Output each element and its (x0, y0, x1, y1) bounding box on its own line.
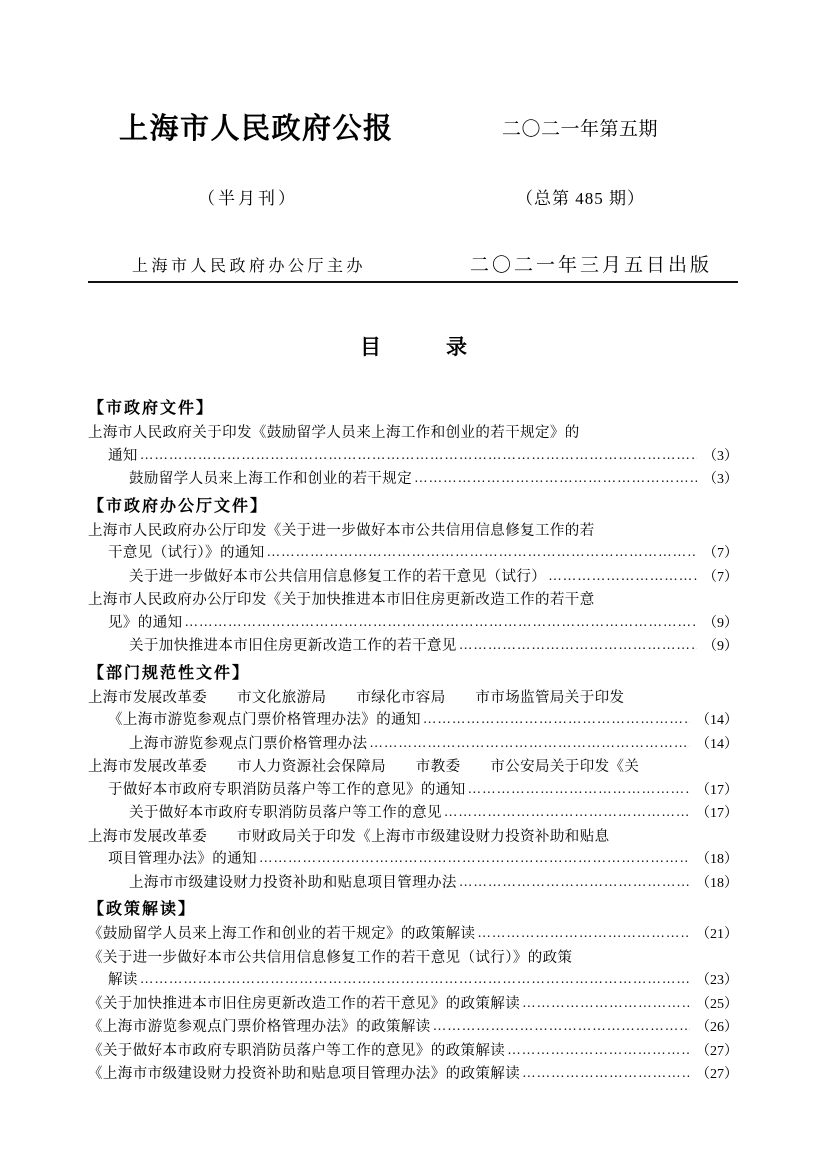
toc-entry-line (88, 1040, 738, 1064)
page-number: （7） (703, 569, 738, 585)
toc-entry-line (88, 445, 738, 469)
dot-leader (548, 565, 697, 588)
toc-entry-text: 上海市发展改革委 市人力资源社会保障局 市教委 市公安局关于印发《关 (88, 759, 640, 775)
toc-title-char-left: 目 (360, 336, 381, 359)
page-number: （14） (696, 713, 738, 728)
dot-leader (423, 708, 690, 731)
publication-frequency: （半月刊） (198, 189, 298, 208)
toc-entry-line (88, 969, 738, 993)
toc-entry-text: 上海市市级建设财力投资补助和贴息项目管理办法 (129, 874, 457, 891)
toc-entry-line (88, 993, 738, 1017)
dot-leader (477, 922, 690, 945)
toc-entry-text: 《上海市市级建设财力投资补助和贴息项目管理办法》的政策解读 (88, 1066, 521, 1082)
page-number: （3） (703, 472, 738, 487)
page-number: （14） (696, 736, 738, 752)
toc-entry-line (88, 589, 738, 612)
dot-leader (459, 871, 690, 894)
gazette-title: 上海市人民政府公报 (119, 113, 394, 145)
toc-entry-text: 关于加快推进本市旧住房更新改造工作的若干意见 (129, 638, 457, 654)
dot-leader (267, 541, 697, 564)
toc-entry-text: 《上海市游览参观点门票价格管理办法》的通知 (108, 712, 421, 728)
toc-entry-line (88, 422, 738, 445)
toc-entry-line (88, 468, 738, 492)
toc-entry-line (88, 709, 738, 733)
organizer-line: 上海市人民政府办公厅主办 (132, 258, 367, 275)
toc-entry-text: 项目管理办法》的通知 (108, 851, 257, 867)
page-number: （21） (696, 927, 738, 942)
dot-leader (444, 801, 690, 824)
dot-leader (459, 634, 697, 657)
dot-leader (369, 732, 690, 755)
issue-number: 二〇二一年第五期 (502, 119, 659, 140)
toc-entry-line (88, 947, 738, 970)
toc-entry-text: 上海市发展改革委 市文化旅游局 市绿化市容局 市市场监管局关于印发 (88, 689, 625, 706)
page-number: （23） (696, 973, 738, 988)
page-number: （9） (703, 639, 738, 654)
toc-entry-text: 上海市游览参观点门票价格管理办法 (129, 735, 368, 752)
publish-date: 二〇二一年三月五日出版 (470, 255, 713, 276)
page-number: （27） (696, 1043, 738, 1059)
page-number: （25） (696, 996, 738, 1012)
toc-entry-line (88, 872, 738, 896)
dot-leader (522, 1062, 690, 1085)
toc-entry-line (88, 1063, 738, 1087)
toc-entry-text: 《鼓励留学人员来上海工作和创业的若干规定》的政策解读 (88, 926, 476, 942)
toc-entry-text: 见》的通知 (108, 614, 183, 631)
dot-leader (507, 1039, 690, 1062)
toc-entry-text: 关于进一步做好本市公共信用信息修复工作的若干意见（试行） (129, 568, 547, 585)
toc-entry-line (88, 566, 738, 590)
toc-entry-line (88, 635, 738, 659)
toc-entry-line (88, 923, 738, 947)
dot-leader (140, 444, 697, 467)
toc-entry-line (88, 826, 738, 849)
page-number: （7） (703, 546, 738, 561)
page-number: （17） (696, 806, 738, 821)
toc-entry-line (88, 756, 738, 779)
toc-entry-line (88, 520, 738, 543)
dot-leader (414, 467, 697, 490)
page-number: （27） (696, 1067, 738, 1082)
page-number: （18） (696, 852, 738, 867)
toc-entry-text: 于做好本市政府专职消防员落户等工作的意见》的通知 (108, 781, 466, 798)
toc-entry-text: 干意见（试行）》的通知 (108, 545, 265, 561)
dot-leader (259, 847, 690, 870)
toc-entry-text: 上海市人民政府办公厅印发《关于加快推进本市旧住房更新改造工作的若干意 (88, 592, 595, 608)
toc-entry-line (88, 542, 738, 566)
toc-entry-line (88, 848, 738, 872)
toc-title-char-right: 录 (446, 336, 467, 359)
page-number: （17） (696, 782, 738, 798)
toc-section-heading: 【市政府办公厅文件】 (88, 497, 269, 515)
dot-leader (140, 968, 690, 991)
page-number: （3） (703, 448, 738, 464)
toc-section-heading: 【政策解读】 (88, 901, 197, 918)
toc-entry-text: 《上海市游览参观点门票价格管理办法》的政策解读 (88, 1019, 431, 1035)
dot-leader (433, 1015, 690, 1038)
page-number: （18） (696, 875, 738, 891)
toc (88, 394, 738, 1087)
page-number: （26） (696, 1020, 738, 1035)
dot-leader (522, 992, 690, 1015)
toc-entry-text: 《关于进一步做好本市公共信用信息修复工作的若干意见（试行）》的政策 (88, 949, 573, 966)
toc-section-heading: 【市政府文件】 (88, 400, 215, 417)
toc-title (0, 331, 827, 361)
toc-entry-line (88, 687, 738, 710)
toc-entry-line (88, 612, 738, 636)
toc-entry-text: 上海市人民政府关于印发《鼓励留学人员来上海工作和创业的若干规定》的 (88, 425, 580, 441)
toc-entry-text: 关于做好本市政府专职消防员落户等工作的意见 (129, 805, 442, 821)
masthead-divider (88, 281, 738, 283)
toc-entry-line (88, 1016, 738, 1040)
toc-entry-line (88, 779, 738, 803)
cumulative-issue-number: （总第 485 期） (516, 189, 645, 208)
toc-section-heading: 【部门规范性文件】 (88, 664, 251, 682)
toc-entry-text: 上海市人民政府办公厅印发《关于进一步做好本市公共信用信息修复工作的若 (88, 522, 595, 539)
toc-entry-text: 通知 (108, 447, 138, 464)
toc-entry-text: 《关于做好本市政府专职消防员落户等工作的意见》的政策解读 (88, 1042, 506, 1059)
toc-entry-text: 解读 (108, 972, 138, 988)
page-number: （9） (703, 615, 738, 631)
toc-entry-line (88, 802, 738, 826)
dot-leader (185, 611, 698, 634)
toc-entry-line (88, 733, 738, 757)
toc-entry-text: 上海市发展改革委 市财政局关于印发《上海市市级建设财力投资补助和贴息 (88, 828, 610, 845)
toc-entry-text: 鼓励留学人员来上海工作和创业的若干规定 (129, 471, 413, 487)
dot-leader (468, 778, 690, 801)
toc-entry-text: 《关于加快推进本市旧住房更新改造工作的若干意见》的政策解读 (88, 995, 521, 1012)
